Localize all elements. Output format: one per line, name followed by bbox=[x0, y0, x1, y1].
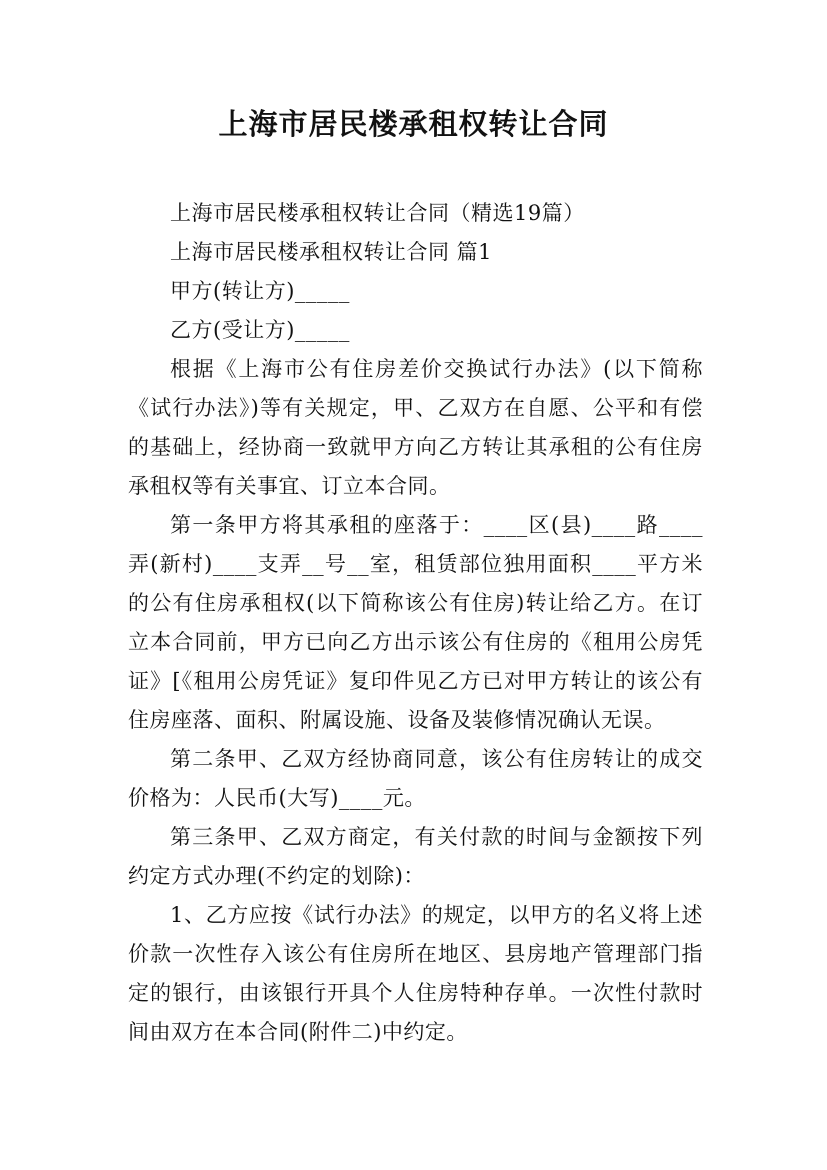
paragraph-preamble: 根据《上海市公有住房差价交换试行办法》(以下简称《试行办法》)等有关规定，甲、乙双方在自愿、公平和有偿的基础上，经协商一致就甲方向乙方转让其承租的公有住房承租权等有关事宜、订立本合同。 bbox=[128, 357, 703, 498]
paragraph-party-b: 乙方(受让方)_____ bbox=[170, 318, 350, 342]
paragraph-article-1: 第一条甲方将其承租的座落于：____区(县)____路____弄(新村)____支弄__号__室，租赁部位独用面积____平方米的公有住房承租权(以下简称该公有住房)转让给乙方。在订立本合同前，甲方已向乙方出示该公有住房的《租用公房凭证》[《租用公房凭证》复印件见乙方已对甲方转让的该公有住房座落、面积、附属设施、设备及装修情况确认无误。 bbox=[128, 513, 703, 732]
paragraph-party-a: 甲方(转让方)_____ bbox=[170, 279, 350, 303]
paragraph-article-3: 第三条甲、乙双方商定，有关付款的时间与金额按下列约定方式办理(不约定的划除)： bbox=[128, 825, 703, 888]
document-title: 上海市居民楼承租权转让合同 bbox=[218, 107, 609, 141]
paragraph-article-3-item-1: 1、乙方应按《试行办法》的规定，以甲方的名义将上述价款一次性存入该公有住房所在地区、县房地产管理部门指定的银行，由该银行开具个人住房特种存单。一次性付款时间由双方在本合同(附件二)中约定。 bbox=[128, 903, 703, 1044]
paragraph-subtitle: 上海市居民楼承租权转让合同（精选19篇） bbox=[170, 201, 585, 225]
paragraph-article-2: 第二条甲、乙双方经协商同意，该公有住房转让的成交价格为：人民币(大写)____元。 bbox=[128, 747, 703, 810]
paragraph-section-heading: 上海市居民楼承租权转让合同 篇1 bbox=[170, 240, 493, 264]
document-body bbox=[128, 194, 703, 1052]
